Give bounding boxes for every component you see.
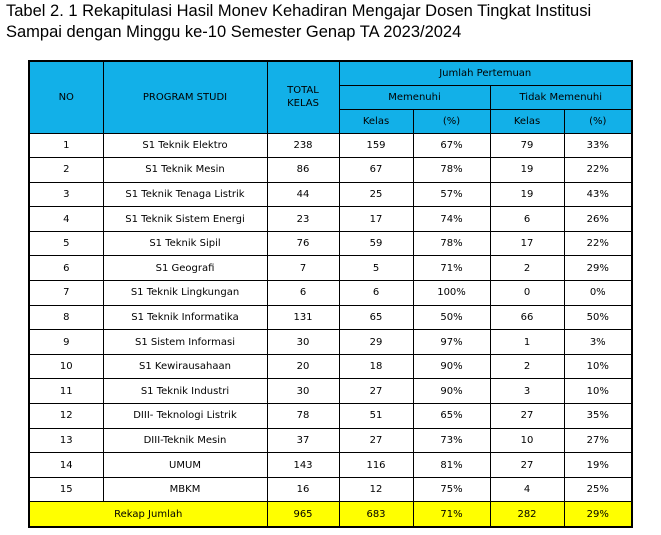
cell-memenuhi-pct: 90% [413,379,490,404]
cell-no: 10 [29,354,103,379]
summary-total: 965 [267,502,339,528]
cell-memenuhi-kelas: 67 [339,158,413,183]
caption-line-1: Tabel 2. 1 Rekapitulasi Hasil Monev Kehadiran Mengajar Dosen Tingkat Institusi [6,2,592,20]
cell-tidak-pct: 26% [564,207,632,232]
summary-row [29,502,632,528]
cell-memenuhi-kelas: 27 [339,428,413,453]
table-row [29,428,632,453]
cell-total: 37 [267,428,339,453]
cell-total: 30 [267,330,339,355]
header-tidak-pct: (%) [564,109,632,133]
table-body [29,133,632,502]
cell-memenuhi-pct: 71% [413,256,490,281]
cell-total: 6 [267,281,339,306]
cell-tidak-kelas: 17 [490,231,564,256]
caption-line-2: Sampai dengan Minggu ke-10 Semester Genap TA 2023/2024 [6,23,462,41]
header-total-line2: KELAS [287,98,319,110]
cell-tidak-pct: 35% [564,404,632,429]
cell-memenuhi-kelas: 116 [339,453,413,478]
cell-total: 20 [267,354,339,379]
cell-no: 1 [29,133,103,158]
cell-tidak-kelas: 27 [490,404,564,429]
cell-tidak-pct: 3% [564,330,632,355]
cell-total: 23 [267,207,339,232]
cell-total: 131 [267,305,339,330]
table-summary [29,502,632,528]
cell-memenuhi-kelas: 51 [339,404,413,429]
table-row [29,453,632,478]
cell-total: 30 [267,379,339,404]
cell-no: 8 [29,305,103,330]
cell-program: DIII-Teknik Mesin [103,428,267,453]
header-memenuhi-kelas: Kelas [339,109,413,133]
cell-tidak-pct: 19% [564,453,632,478]
cell-memenuhi-kelas: 18 [339,354,413,379]
cell-no: 12 [29,404,103,429]
cell-memenuhi-kelas: 159 [339,133,413,158]
cell-tidak-pct: 43% [564,182,632,207]
cell-program: S1 Sistem Informasi [103,330,267,355]
cell-tidak-kelas: 10 [490,428,564,453]
cell-tidak-kelas: 27 [490,453,564,478]
table-row [29,207,632,232]
header-tidak-memenuhi: Tidak Memenuhi [490,85,632,109]
cell-tidak-kelas: 1 [490,330,564,355]
cell-memenuhi-pct: 75% [413,477,490,502]
cell-no: 9 [29,330,103,355]
cell-tidak-kelas: 4 [490,477,564,502]
cell-program: S1 Teknik Industri [103,379,267,404]
summary-memenuhi-kelas: 683 [339,502,413,528]
cell-program: S1 Geografi [103,256,267,281]
cell-tidak-kelas: 79 [490,133,564,158]
table-row [29,158,632,183]
table-row [29,330,632,355]
cell-program: S1 Teknik Elektro [103,133,267,158]
header-jumlah-pertemuan: Jumlah Pertemuan [339,61,632,85]
cell-no: 3 [29,182,103,207]
header-memenuhi-pct: (%) [413,109,490,133]
cell-memenuhi-kelas: 27 [339,379,413,404]
cell-memenuhi-pct: 81% [413,453,490,478]
cell-total: 238 [267,133,339,158]
table-header [29,61,632,133]
cell-tidak-pct: 27% [564,428,632,453]
cell-no: 11 [29,379,103,404]
table-row [29,404,632,429]
cell-program: S1 Teknik Tenaga Listrik [103,182,267,207]
cell-memenuhi-pct: 50% [413,305,490,330]
header-no: NO [29,61,103,133]
header-program: PROGRAM STUDI [103,61,267,133]
cell-memenuhi-kelas: 6 [339,281,413,306]
cell-memenuhi-kelas: 29 [339,330,413,355]
cell-program: S1 Teknik Informatika [103,305,267,330]
cell-tidak-pct: 0% [564,281,632,306]
table-row [29,231,632,256]
cell-tidak-pct: 22% [564,231,632,256]
cell-memenuhi-kelas: 12 [339,477,413,502]
cell-no: 5 [29,231,103,256]
cell-memenuhi-pct: 100% [413,281,490,306]
cell-tidak-pct: 10% [564,354,632,379]
recap-table [28,60,633,528]
cell-memenuhi-pct: 74% [413,207,490,232]
summary-tidak-pct: 29% [564,502,632,528]
cell-tidak-kelas: 2 [490,354,564,379]
cell-memenuhi-pct: 57% [413,182,490,207]
cell-tidak-kelas: 66 [490,305,564,330]
cell-memenuhi-kelas: 17 [339,207,413,232]
header-total [267,61,339,133]
cell-no: 15 [29,477,103,502]
table-row [29,133,632,158]
cell-total: 143 [267,453,339,478]
cell-tidak-kelas: 0 [490,281,564,306]
cell-tidak-pct: 50% [564,305,632,330]
cell-total: 16 [267,477,339,502]
cell-memenuhi-kelas: 65 [339,305,413,330]
cell-memenuhi-kelas: 25 [339,182,413,207]
cell-program: S1 Teknik Mesin [103,158,267,183]
summary-memenuhi-pct: 71% [413,502,490,528]
cell-memenuhi-pct: 67% [413,133,490,158]
cell-total: 86 [267,158,339,183]
cell-no: 13 [29,428,103,453]
cell-no: 2 [29,158,103,183]
table-row [29,305,632,330]
cell-tidak-pct: 10% [564,379,632,404]
table-row [29,477,632,502]
cell-program: S1 Kewirausahaan [103,354,267,379]
table-row [29,256,632,281]
cell-tidak-kelas: 19 [490,182,564,207]
table-row [29,182,632,207]
cell-memenuhi-pct: 65% [413,404,490,429]
cell-program: S1 Teknik Sipil [103,231,267,256]
cell-no: 4 [29,207,103,232]
cell-tidak-pct: 29% [564,256,632,281]
cell-memenuhi-pct: 90% [413,354,490,379]
header-total-line1: TOTAL [287,85,319,97]
table-row [29,354,632,379]
cell-total: 7 [267,256,339,281]
cell-no: 7 [29,281,103,306]
cell-tidak-kelas: 19 [490,158,564,183]
cell-total: 78 [267,404,339,429]
cell-program: S1 Teknik Lingkungan [103,281,267,306]
cell-tidak-kelas: 3 [490,379,564,404]
cell-tidak-pct: 22% [564,158,632,183]
cell-memenuhi-pct: 78% [413,231,490,256]
cell-no: 6 [29,256,103,281]
cell-memenuhi-pct: 73% [413,428,490,453]
cell-total: 76 [267,231,339,256]
cell-program: DIII- Teknologi Listrik [103,404,267,429]
summary-label: Rekap Jumlah [29,502,267,528]
summary-tidak-kelas: 282 [490,502,564,528]
cell-program: MBKM [103,477,267,502]
cell-total: 44 [267,182,339,207]
cell-no: 14 [29,453,103,478]
cell-tidak-pct: 25% [564,477,632,502]
cell-program: UMUM [103,453,267,478]
cell-tidak-kelas: 2 [490,256,564,281]
header-tidak-kelas: Kelas [490,109,564,133]
cell-memenuhi-pct: 78% [413,158,490,183]
cell-program: S1 Teknik Sistem Energi [103,207,267,232]
cell-memenuhi-kelas: 59 [339,231,413,256]
cell-tidak-pct: 33% [564,133,632,158]
header-memenuhi: Memenuhi [339,85,490,109]
table-caption [6,1,661,43]
cell-memenuhi-kelas: 5 [339,256,413,281]
table-row [29,379,632,404]
cell-memenuhi-pct: 97% [413,330,490,355]
cell-tidak-kelas: 6 [490,207,564,232]
table-row [29,281,632,306]
